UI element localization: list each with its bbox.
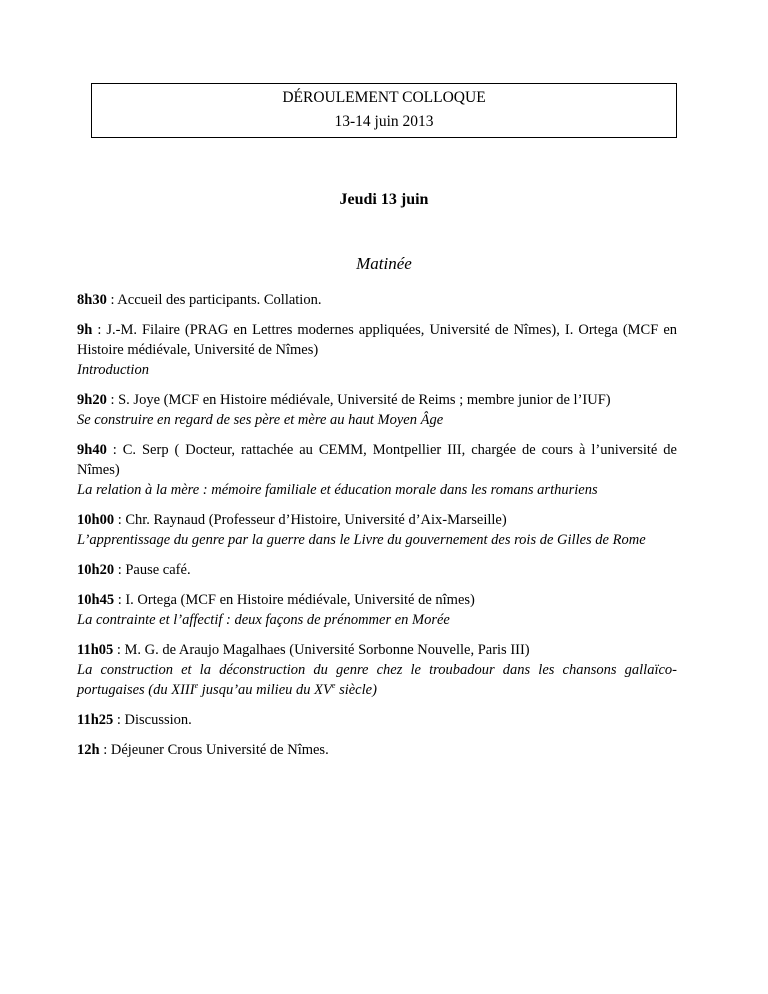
entry-text: : Déjeuner Crous Université de Nîmes. bbox=[99, 742, 329, 758]
entry-time: 8h30 bbox=[77, 292, 107, 308]
talk-title-part: siècle) bbox=[335, 682, 377, 698]
entry-time: 9h40 bbox=[77, 442, 107, 458]
entry-talk-title bbox=[77, 660, 677, 700]
entry-text: : M. G. de Araujo Magalhaes (Université Sorbonne Nouvelle, Paris III) bbox=[113, 642, 530, 658]
entry-text: : C. Serp ( Docteur, rattachée au CEMM, Montpellier III, chargée de cours à l’université de Nîmes) bbox=[77, 442, 677, 478]
entry-talk-title: Introduction bbox=[77, 362, 149, 378]
entry-time: 9h20 bbox=[77, 392, 107, 408]
talk-title-part: La construction et la déconstruction du genre chez le troubadour dans les chansons gallaïco-portugaises (du XIII bbox=[77, 662, 677, 698]
schedule bbox=[77, 290, 677, 760]
entry-text: : Chr. Raynaud (Professeur d’Histoire, Université d’Aix-Marseille) bbox=[114, 512, 507, 528]
entry-talk-title: Se construire en regard de ses père et mère au haut Moyen Âge bbox=[77, 412, 444, 428]
schedule-entry bbox=[77, 320, 677, 380]
schedule-entry bbox=[77, 560, 677, 580]
entry-text: : Pause café. bbox=[114, 562, 191, 578]
entry-text: : Accueil des participants. Collation. bbox=[106, 292, 322, 308]
entry-talk-title: La contrainte et l’affectif : deux façons de prénommer en Morée bbox=[77, 612, 450, 628]
entry-time: 11h05 bbox=[77, 642, 114, 658]
entry-time: 9h bbox=[77, 322, 93, 338]
page-title: DÉROULEMENT COLLOQUE bbox=[282, 89, 486, 106]
entry-text: : Discussion. bbox=[113, 712, 192, 728]
entry-time: 10h20 bbox=[77, 562, 115, 578]
superscript: e bbox=[194, 681, 199, 691]
talk-title-part: jusqu’au milieu du XV bbox=[198, 682, 332, 698]
schedule-entry bbox=[77, 290, 677, 310]
entry-time: 10h00 bbox=[77, 512, 115, 528]
entry-time: 12h bbox=[77, 742, 100, 758]
entry-text: : S. Joye (MCF en Histoire médiévale, Université de Reims ; membre junior de l’IUF) bbox=[106, 392, 611, 408]
entry-talk-title: La relation à la mère : mémoire familiale et éducation morale dans les romans arthuriens bbox=[77, 482, 598, 498]
schedule-entry bbox=[77, 590, 677, 630]
title-box bbox=[91, 83, 677, 138]
entry-time: 10h45 bbox=[77, 592, 115, 608]
entry-text: : J.-M. Filaire (PRAG en Lettres modernes appliquées, Université de Nîmes), I. Ortega (MCF en Histoire médiévale, Université de Nîmes) bbox=[77, 322, 677, 358]
day-heading: Jeudi 13 juin bbox=[339, 191, 429, 208]
session-heading: Matinée bbox=[356, 254, 412, 273]
schedule-entry bbox=[77, 740, 677, 760]
event-dates: 13-14 juin 2013 bbox=[334, 113, 434, 130]
superscript: e bbox=[331, 681, 336, 691]
schedule-entry bbox=[77, 510, 677, 550]
entry-talk-title: L’apprentissage du genre par la guerre dans le Livre du gouvernement des rois de Gilles de Rome bbox=[77, 532, 646, 548]
entry-time: 11h25 bbox=[77, 712, 114, 728]
schedule-entry bbox=[77, 640, 677, 700]
schedule-entry bbox=[77, 390, 677, 430]
schedule-entry bbox=[77, 710, 677, 730]
entry-text: : I. Ortega (MCF en Histoire médiévale, Université de nîmes) bbox=[114, 592, 475, 608]
schedule-entry bbox=[77, 440, 677, 500]
